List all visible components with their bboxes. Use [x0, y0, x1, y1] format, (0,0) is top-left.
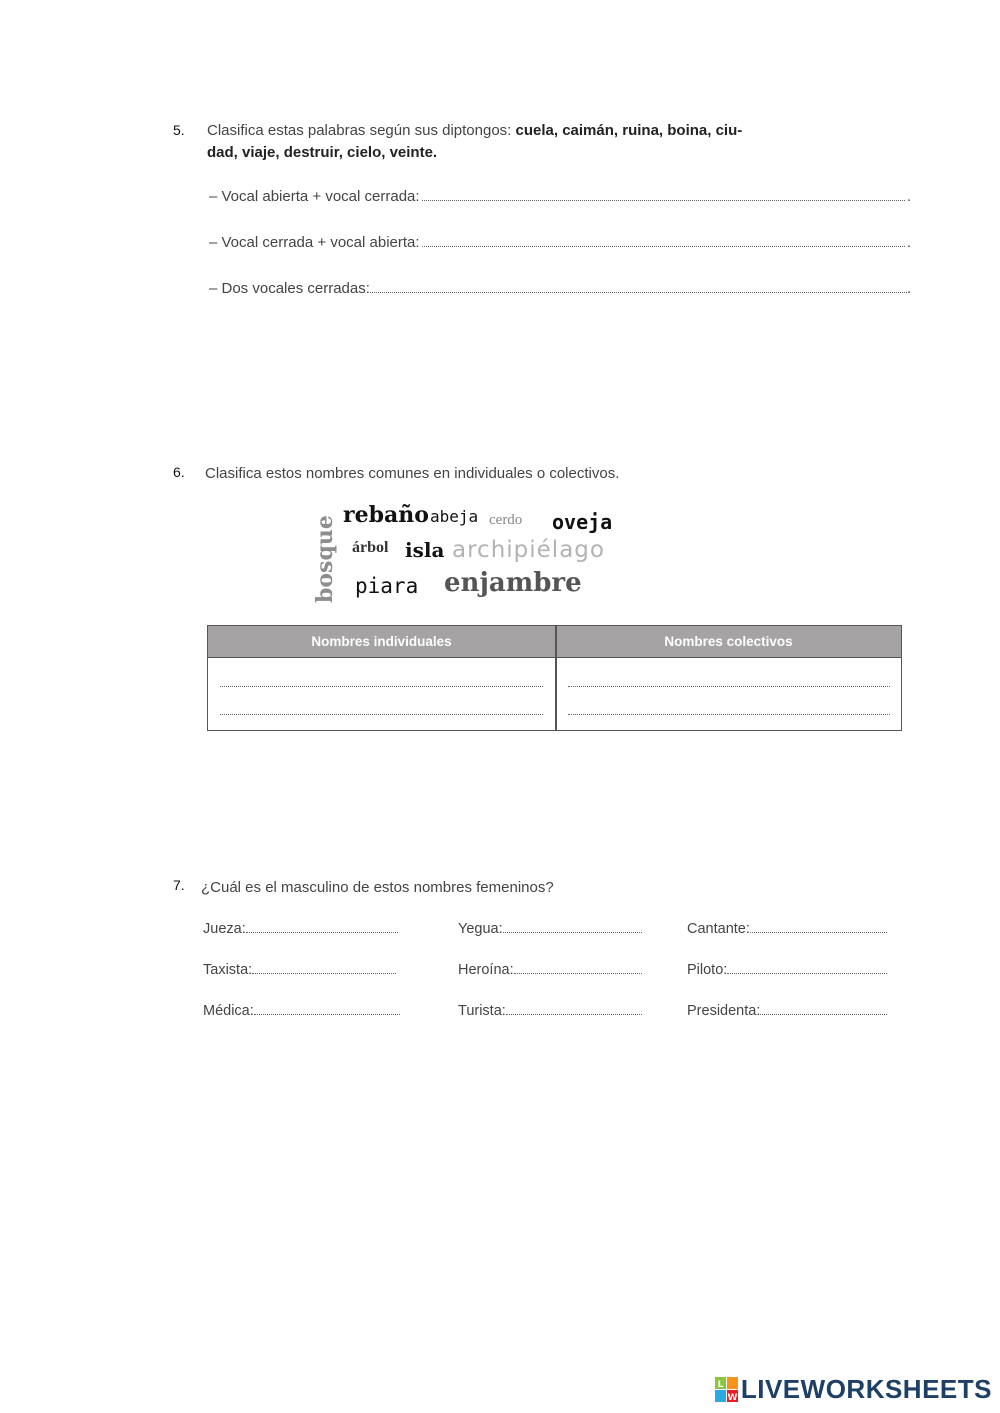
answer-blank[interactable] [503, 921, 642, 933]
word-archipielago: archipiélago [452, 537, 605, 563]
question-7-number: 7. [173, 877, 185, 893]
item-label: Presidenta: [687, 1003, 761, 1019]
item-label: Médica: [203, 1003, 254, 1019]
classification-table [207, 625, 902, 731]
row-label: – Vocal cerrada + vocal abierta: [209, 234, 420, 251]
row-label: – Vocal abierta + vocal cerrada: [209, 188, 420, 205]
answer-blank[interactable] [760, 1003, 887, 1015]
question-5-prompt-line1 [207, 122, 742, 139]
word-piara: piara [355, 574, 419, 598]
individual-answer-line-1[interactable] [220, 686, 543, 687]
collective-answer-line-1[interactable] [568, 686, 890, 687]
item-presidenta [687, 1003, 887, 1019]
word-enjambre: enjambre [444, 568, 582, 598]
item-label: Cantante: [687, 921, 750, 937]
header-individual: Nombres individuales [208, 626, 555, 658]
question-5-words-line2: dad, viaje, destruir, cielo, veinte. [207, 144, 438, 161]
answer-blank[interactable] [422, 188, 905, 201]
answer-blank[interactable] [254, 1003, 400, 1015]
word-cerdo: cerdo [489, 512, 523, 528]
icon-letter-w: W [727, 1392, 738, 1403]
liveworksheets-icon [715, 1377, 739, 1403]
word-arbol: árbol [352, 539, 389, 556]
collective-answer-line-2[interactable] [568, 714, 890, 715]
answer-row-two-closed [209, 280, 911, 297]
item-medica [203, 1003, 400, 1019]
word-abeja: abeja [430, 507, 479, 526]
item-label: Jueza: [203, 921, 246, 937]
item-label: Piloto: [687, 962, 728, 978]
answer-blank[interactable] [727, 962, 887, 974]
item-jueza [203, 921, 398, 937]
item-piloto [687, 962, 887, 978]
question-6-number: 6. [173, 464, 185, 480]
item-label: Turista: [458, 1003, 506, 1019]
individual-answer-line-2[interactable] [220, 714, 543, 715]
answer-blank[interactable] [252, 962, 396, 974]
item-cantante [687, 921, 887, 937]
question-6-prompt: Clasifica estos nombres comunes en individuales o colectivos. [205, 465, 620, 482]
row-label: – Dos vocales cerradas: [209, 280, 370, 297]
item-yegua [458, 921, 642, 937]
brand-name: LIVEWORKSHEETS [740, 1374, 992, 1404]
item-label: Taxista: [203, 962, 253, 978]
question-5-prompt: Clasifica estas palabras según sus diptongos: [207, 122, 516, 139]
row-end: . [906, 234, 911, 251]
answer-blank[interactable] [514, 962, 642, 974]
item-turista [458, 1003, 642, 1019]
icon-letter-l: L [717, 1379, 724, 1390]
header-collective: Nombres colectivos [556, 626, 901, 658]
answer-row-closed-open [209, 234, 911, 251]
answer-blank[interactable] [246, 921, 398, 933]
question-7-prompt: ¿Cuál es el masculino de estos nombres femeninos? [201, 879, 554, 896]
column-divider [555, 626, 557, 730]
word-bosque: bosque [312, 515, 338, 603]
liveworksheets-logo [715, 1374, 992, 1405]
item-heroina [458, 962, 642, 978]
word-rebano: rebaño [343, 502, 429, 528]
item-label: Yegua: [458, 921, 503, 937]
question-5-words-line1: cuela, caimán, ruina, boina, ciu- [515, 122, 743, 139]
answer-row-open-closed [209, 188, 911, 205]
answer-blank[interactable] [750, 921, 887, 933]
answer-blank[interactable] [506, 1003, 642, 1015]
item-label: Heroína: [458, 962, 514, 978]
answer-blank[interactable] [370, 280, 907, 293]
answer-blank[interactable] [422, 234, 905, 247]
row-end: . [906, 188, 911, 205]
word-isla: isla [405, 538, 445, 562]
question-5-number: 5. [173, 122, 185, 138]
row-end: . [906, 280, 911, 297]
item-taxista [203, 962, 396, 978]
word-oveja: oveja [552, 510, 613, 534]
